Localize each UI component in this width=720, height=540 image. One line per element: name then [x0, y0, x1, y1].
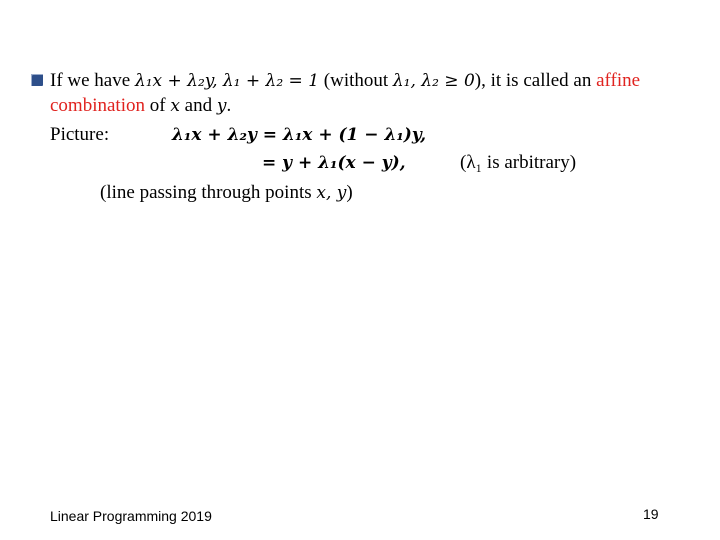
text: of — [144, 95, 171, 116]
affine-term: affine — [596, 70, 641, 91]
picture-label: Picture: — [50, 124, 110, 145]
page-number: 19 — [643, 506, 659, 522]
line-2 — [50, 95, 231, 117]
text: (without — [319, 70, 393, 91]
text: and — [179, 95, 217, 116]
line-description — [100, 182, 353, 204]
math-expr: λ₁x + λ₂y = λ₁x + (1 − λ₁)y, — [172, 125, 427, 145]
combination-term: combination — [50, 95, 145, 116]
text: . — [226, 95, 232, 116]
equation-2 — [262, 152, 406, 174]
square-bullet-icon — [31, 74, 43, 86]
text: (line passing through points — [100, 182, 317, 203]
equation-1 — [172, 124, 426, 146]
text: If we have — [50, 70, 135, 91]
math-expr: λ₁x + λ₂y, λ₁ + λ₂ = 1 — [134, 71, 320, 91]
text: ) — [346, 182, 353, 203]
footer-title: Linear Programming 2019 — [50, 508, 212, 524]
math-expr: λ₁, λ₂ ≥ 0 — [392, 71, 475, 91]
math-expr: = y + λ₁(x − y), — [262, 153, 406, 173]
math-var: y — [216, 96, 227, 116]
math-var: x — [170, 96, 180, 116]
text: ), it is called an — [474, 70, 597, 91]
arbitrary-note: (λ₁ is arbitrary) — [460, 152, 577, 173]
math-expr: x, y — [316, 183, 347, 203]
line-1 — [50, 70, 640, 92]
